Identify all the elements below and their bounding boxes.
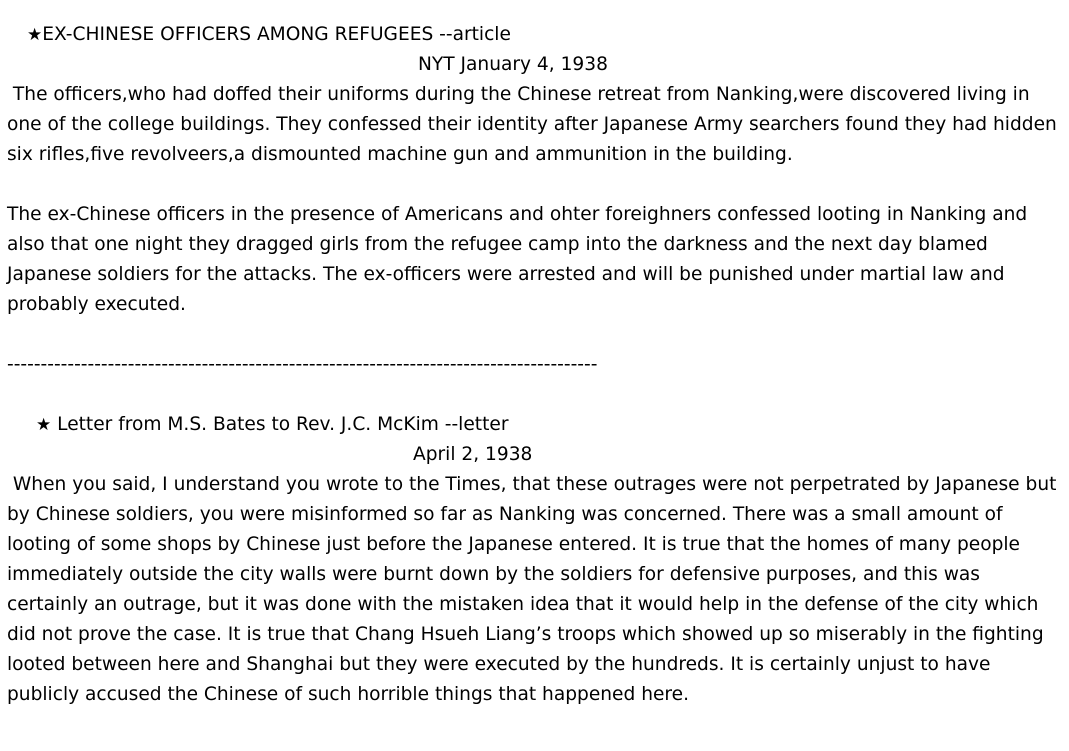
star-icon: ★ (27, 25, 43, 45)
article-dateline: NYT January 4, 1938 (418, 54, 608, 75)
paragraph-spacer (7, 170, 1069, 200)
article-title: EX-CHINESE OFFICERS AMONG REFUGEES --article (42, 24, 511, 45)
letter-heading (7, 410, 1069, 440)
article-paragraph-1: The officers,who had doffed their uniforms during the Chinese retreat from Nanking,were discovered living in one of the college buildings. They confessed their identity after Japanese Army searchers found they had hidden six rifles,five revolveers,a dismounted machine gun and ammunition in the building. (7, 84, 1063, 165)
separator-line: ---------------------------------------------------------------------------------------- (7, 354, 598, 375)
star-icon: ★ (36, 415, 52, 435)
letter-paragraph: When you said, I understand you wrote to the Times, that these outrages were not perpetrated by Japanese but by Chinese soldiers, you were misinformed so far as Nanking was concerned. There was a small amount of looting of some shops by Chinese just before the Japanese entered. It is true that the homes of many people immediately outside the city walls were burnt down by the soldiers for defensive purposes, and this was certainly an outrage, but it was done with the mistaken idea that it would help in the defense of the city which did not prove the case. It is true that Chang Hsueh Liang’s troops which showed up so miserably in the fighting looted between here and Shanghai but they were executed by the hundreds. It is certainly unjust to have publicly accused the Chinese of such horrible things that happened here. (7, 474, 1063, 705)
section-spacer (7, 320, 1069, 350)
section-spacer (7, 380, 1069, 410)
letter-title: Letter from M.S. Bates to Rev. J.C. McKim --letter (51, 414, 509, 435)
article-heading (7, 20, 1069, 50)
article-paragraph-2: The ex-Chinese officers in the presence of Americans and ohter foreighners confessed looting in Nanking and also that one night they dragged girls from the refugee camp into the darkness and the next day blamed Japanese soldiers for the attacks. The ex-officers were arrested and will be punished under martial law and probably executed. (7, 204, 1034, 315)
letter-dateline: April 2, 1938 (413, 444, 533, 465)
